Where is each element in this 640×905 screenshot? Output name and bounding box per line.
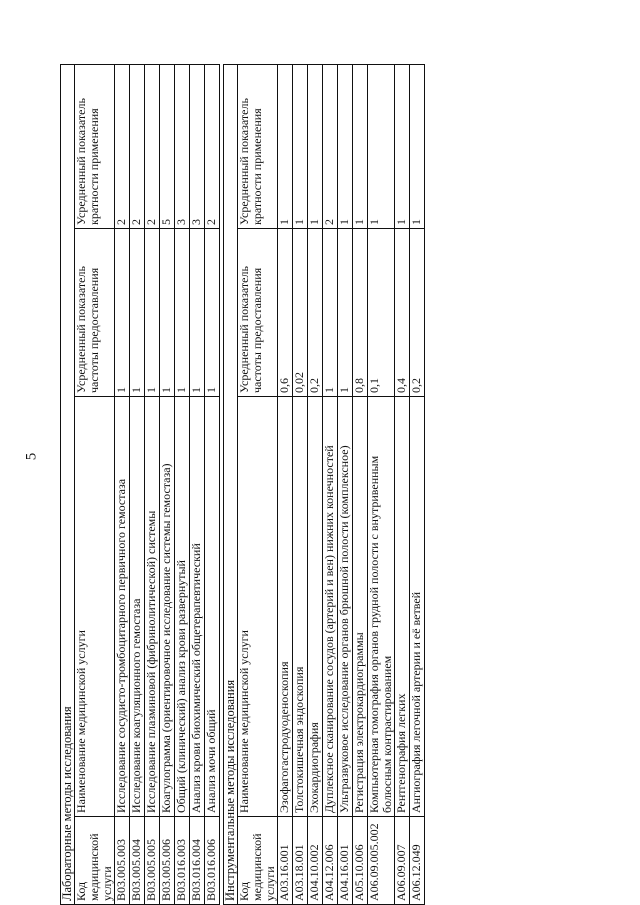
table-row [353,64,368,904]
frequency-value: 0,6 [278,229,293,397]
multiplicity-value: 3 [190,64,205,228]
service-code: A03.16.001 [278,817,293,905]
service-code: A06.09.007 [395,817,410,905]
frequency-value: 0,4 [395,229,410,397]
service-name: Дуплексное сканирование сосудов (артерий и вен) нижних конечностей [323,397,338,817]
table-row [145,64,160,904]
table-row [278,64,293,904]
instrumental-rows [278,64,425,904]
multiplicity-value: 2 [323,64,338,228]
frequency-value: 0,1 [368,229,395,397]
service-code: A03.18.001 [293,817,308,905]
frequency-value: 0,8 [353,229,368,397]
service-name: Ультразвуковое исследование органов брюшной полости (комплексное) [338,397,353,817]
multiplicity-value: 1 [278,64,293,228]
instrumental-header-row [238,64,278,904]
multiplicity-value: 5 [160,64,175,228]
service-name: Коагулограмма (ориентировочное исследование системы гемостаза) [160,397,175,817]
section-title-laboratory: Лабораторные методы исследования [61,64,75,904]
frequency-value: 1 [323,229,338,397]
multiplicity-value: 1 [395,64,410,228]
service-name: Анализ крови биохимический общетерапевтический [190,397,205,817]
service-code: B03.016.004 [190,817,205,905]
table-row [410,64,425,904]
service-code: A04.16.001 [338,817,353,905]
rotated-page [60,60,640,901]
multiplicity-value: 1 [410,64,425,228]
service-code: A04.10.002 [308,817,323,905]
multiplicity-value: 2 [130,64,145,228]
table-row [175,64,190,904]
multiplicity-value: 1 [338,64,353,228]
frequency-value: 1 [130,229,145,397]
header-code: Код медицинской услуги [238,817,278,905]
header-frequency: Усредненный показатель частоты предоставления [238,229,278,397]
page-number: 5 [23,452,40,461]
service-code: B03.005.004 [130,817,145,905]
table-row [160,64,175,904]
service-name: Регистрация электрокардиограммы [353,397,368,817]
service-code: A06.12.049 [410,817,425,905]
service-code: B03.016.003 [175,817,190,905]
laboratory-section [61,64,115,904]
instrumental-section [220,64,278,904]
service-name: Толстокишечная эндоскопия [293,397,308,817]
table-row [293,64,308,904]
service-name: Рентгенография легких [395,397,410,817]
service-name: Исследование коагуляционного гемостаза [130,397,145,817]
service-name: Эзофагогастродуоденоскопия [278,397,293,817]
table-row [308,64,323,904]
service-code: B03.005.005 [145,817,160,905]
header-multiplicity: Усредненный показатель кратности применения [238,64,278,228]
service-code: B03.016.006 [205,817,220,905]
multiplicity-value: 2 [145,64,160,228]
frequency-value: 0,2 [308,229,323,397]
frequency-value: 1 [115,229,130,397]
frequency-value: 0,02 [293,229,308,397]
service-name: Общий (клинический) анализ крови развернутый [175,397,190,817]
table-row [395,64,410,904]
frequency-value: 1 [160,229,175,397]
header-code: Код медицинской услуги [75,817,115,905]
header-frequency: Усредненный показатель частоты предоставления [75,229,115,397]
frequency-value: 1 [338,229,353,397]
service-name: Эхокардиография [308,397,323,817]
frequency-value: 1 [145,229,160,397]
service-code: A04.12.006 [323,817,338,905]
frequency-value: 1 [205,229,220,397]
table-row [323,64,338,904]
frequency-value: 1 [175,229,190,397]
service-name: Исследование сосудисто-тромбоцитарного первичного гемостаза [115,397,130,817]
table-row [115,64,130,904]
header-name: Наименование медицинской услуги [75,397,115,817]
header-name: Наименование медицинской услуги [238,397,278,817]
service-code: A06.09.005.002 [368,817,395,905]
service-code: B03.005.003 [115,817,130,905]
table-row [130,64,145,904]
multiplicity-value: 2 [115,64,130,228]
table-row [205,64,220,904]
service-name: Ангиография легочной артерии и её ветвей [410,397,425,817]
service-name: Компьютерная томография органов грудной полости с внутривенным болюсным контрастированием [368,397,395,817]
frequency-value: 1 [190,229,205,397]
multiplicity-value: 1 [368,64,395,228]
multiplicity-value: 3 [175,64,190,228]
multiplicity-value: 2 [205,64,220,228]
multiplicity-value: 1 [308,64,323,228]
service-code: A05.10.006 [353,817,368,905]
section-title-instrumental: Инструментальные методы исследования [224,64,238,904]
service-code: B03.005.006 [160,817,175,905]
laboratory-header-row [75,64,115,904]
table-row [368,64,395,904]
table-row [190,64,205,904]
laboratory-rows [115,64,220,904]
service-name: Анализ мочи общий [205,397,220,817]
multiplicity-value: 1 [353,64,368,228]
service-name: Исследование плазминовой (фибринолитической) системы [145,397,160,817]
frequency-value: 0,2 [410,229,425,397]
multiplicity-value: 1 [293,64,308,228]
table-container [60,60,580,905]
header-multiplicity: Усредненный показатель кратности применения [75,64,115,228]
table-row [338,64,353,904]
services-table [60,64,425,905]
